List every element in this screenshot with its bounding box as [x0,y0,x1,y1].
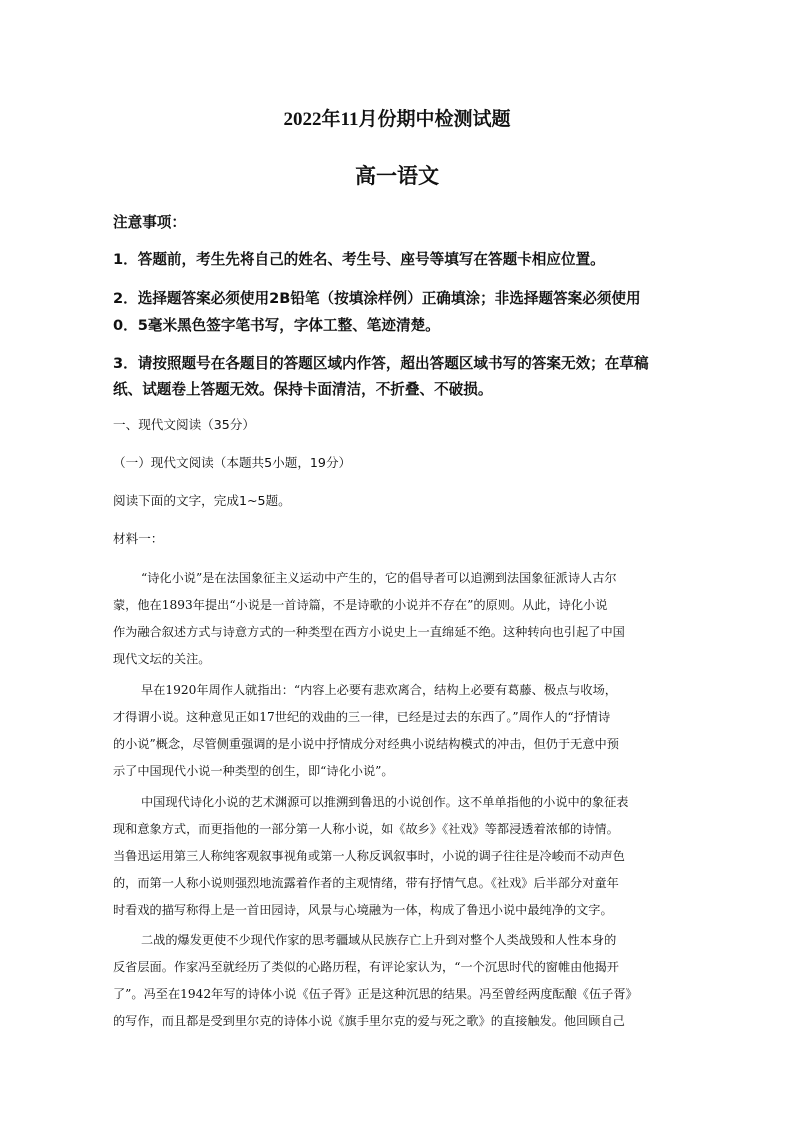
passage-line: 了”。冯至在1942年写的诗体小说《伍子胥》正是这种沉思的结果。冯至曾经两度酝酿《伍子胥》 [113,987,638,1001]
passage-paragraph-4 [113,927,703,1035]
passage-paragraph-3 [113,789,703,924]
subsection-title: （一）现代文阅读（本题共5小题，19分） [113,455,352,470]
passage-line: 才得谓小说。这种意见正如17世纪的戏曲的三一律，已经是过去的东西了。”周作人的“抒情诗 [113,710,611,724]
passage-line: 早在1920年周作人就指出：“内容上必要有悲欢离合，结构上必要有葛藤、极点与收场， [141,683,617,697]
passage-line: 二战的爆发更使不少现代作家的思考疆域从民族存亡上升到对整个人类战毁和人性本身的 [141,933,617,947]
passage-line: 中国现代诗化小说的艺术渊源可以推溯到鲁迅的小说创作。这不单单指他的小说中的象征表 [141,795,629,809]
passage-line: 反省层面。作家冯至就经历了类似的心路历程，有评论家认为，“一个沉思时代的窗帷由他揭开 [113,960,619,974]
passage-line: 蒙，他在1893年提出“小说是一首诗篇，不是诗歌的小说并不存在”的原则。从此，诗化小说 [113,598,608,612]
passage-line: 作为融合叙述方式与诗意方式的一种类型在西方小说史上一直绵延不绝。这种转向也引起了中国 [113,625,625,639]
reading-instruction: 阅读下面的文字，完成1~5题。 [113,493,291,508]
passage-line: 当鲁迅运用第三人称纯客观叙事视角或第一人称反讽叙事时，小说的调子往往是冷峻而不动声色 [113,849,625,863]
notice-item-3: 3．请按照题号在各题目的答题区域内作答，超出答题区域书写的答案无效；在草稿 [113,355,649,372]
notice-heading: 注意事项： [113,214,186,231]
exam-title: 2022年11月份期中检测试题 [283,109,511,130]
passage-line: 示了中国现代小说一种类型的创生，即“诗化小说”。 [113,764,394,778]
passage-line: 现和意象方式，而更指他的一部分第一人称小说，如《故乡》《社戏》等都浸透着浓郁的诗情。 [113,822,619,836]
passage-line: 时看戏的描写称得上是一首田园诗，风景与心境融为一体，构成了鲁迅小说中最纯净的文字。 [113,903,613,917]
passage-paragraph-2 [113,677,703,785]
notice-item-1: 1．答题前，考生先将自己的姓名、考生号、座号等填写在答题卡相应位置。 [113,251,605,268]
section-title: 一、现代文阅读（35分） [113,417,255,432]
notice-item-3-cont: 纸、试题卷上答题无效。保持卡面清洁，不折叠、不破损。 [113,381,493,398]
notice-item-2: 2．选择题答案必须使用2B铅笔（按填涂样例）正确填涂；非选择题答案必须使用 [113,290,641,307]
passage-line: 现代文坛的关注。 [113,652,211,666]
material-label: 材料一： [113,531,164,546]
notice-item-2-cont: 0．5毫米黑色签字笔书写，字体工整、笔迹清楚。 [113,317,440,334]
subject-title: 高一语文 [355,164,439,188]
passage-line: 的写作，而且都是受到里尔克的诗体小说《旗手里尔克的爱与死之歌》的直接触发。他回顾自己 [113,1014,625,1028]
passage-line: “诗化小说”是在法国象征主义运动中产生的，它的倡导者可以追溯到法国象征派诗人古尔 [141,571,617,585]
passage-line: 的小说”概念，尽管侧重强调的是小说中抒情成分对经典小说结构模式的冲击，但仍于无意中预 [113,737,619,751]
passage-paragraph-1 [113,565,703,673]
passage-line: 的，而第一人称小说则强烈地流露着作者的主观情绪，带有抒情气息。《社戏》后半部分对童年 [113,876,619,890]
